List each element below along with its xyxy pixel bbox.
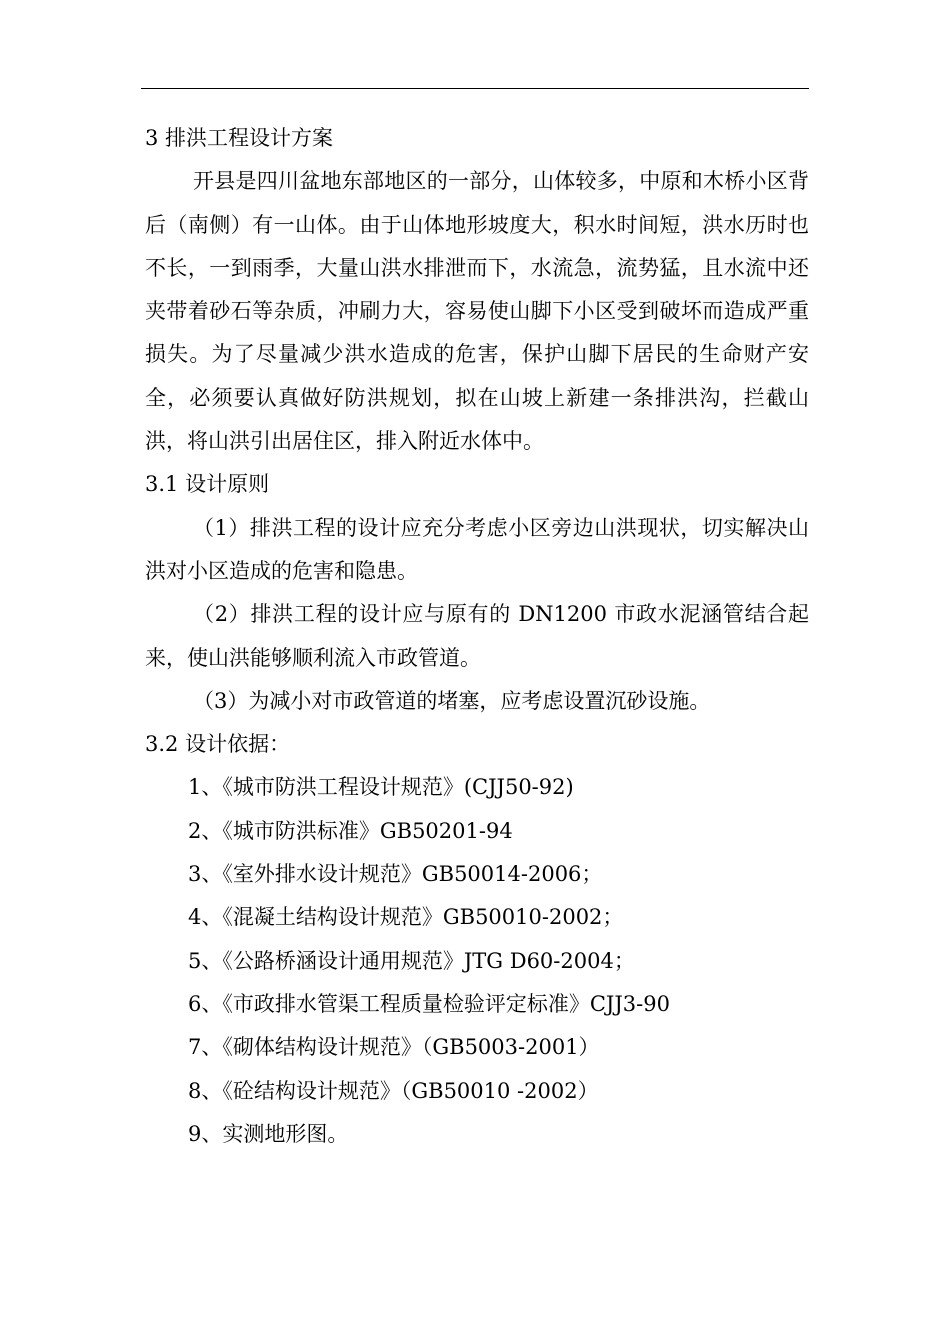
principle-1: （1）排洪工程的设计应充分考虑小区旁边山洪现状，切实解决山洪对小区造成的危害和隐患。 [145,515,809,583]
document-body [145,117,809,1156]
section-heading: 3 排洪工程设计方案 [145,126,334,150]
principle-3: （3）为减小对市政管道的堵塞，应考虑设置沉砂设施。 [193,688,711,713]
basis-item-7: 7、《砌体结构设计规范》（GB5003-2001） [188,1035,600,1060]
header-rule [141,88,809,89]
basis-item-5: 5、《公路桥涵设计通用规范》JTG D60-2004； [188,948,635,973]
principles-heading: 3.1 设计原则 [145,472,270,497]
basis-list [145,766,809,1156]
basis-item-2: 2、《城市防洪标准》GB50201-94 [188,818,513,843]
basis-item-9: 9、实测地形图。 [188,1121,349,1146]
basis-item-6: 6、《市政排水管渠工程质量检验评定标准》CJJ3-90 [188,991,670,1016]
basis-item-3: 3、《室外排水设计规范》GB50014-2006； [188,862,603,887]
principle-2: （2）排洪工程的设计应与原有的 DN1200 市政水泥涵管结合起来，使山洪能够顺利流入市政管道。 [145,602,809,670]
basis-item-8: 8、《砼结构设计规范》（GB50010 -2002） [188,1078,599,1103]
basis-item-4: 4、《混凝土结构设计规范》GB50010-2002； [188,905,624,930]
basis-item-1: 1、《城市防洪工程设计规范》(CJJ50-92) [188,775,574,800]
basis-heading: 3.2 设计依据： [145,732,291,757]
intro-paragraph: 开县是四川盆地东部地区的一部分，山体较多，中原和木桥小区背后（南侧）有一山体。由于山体地形坡度大，积水时间短，洪水历时也不长，一到雨季，大量山洪水排泄而下，水流急，流势猛，且水流中还夹带着砂石等杂质，冲刷力大，容易使山脚下小区受到破坏而造成严重损失。为了尽量减少洪水造成的危害，保护山脚下居民的生命财产安全，必须要认真做好防洪规划，拟在山坡上新建一条排洪沟，拦截山洪，将山洪引出居住区，排入附近水体中。 [145,169,809,454]
